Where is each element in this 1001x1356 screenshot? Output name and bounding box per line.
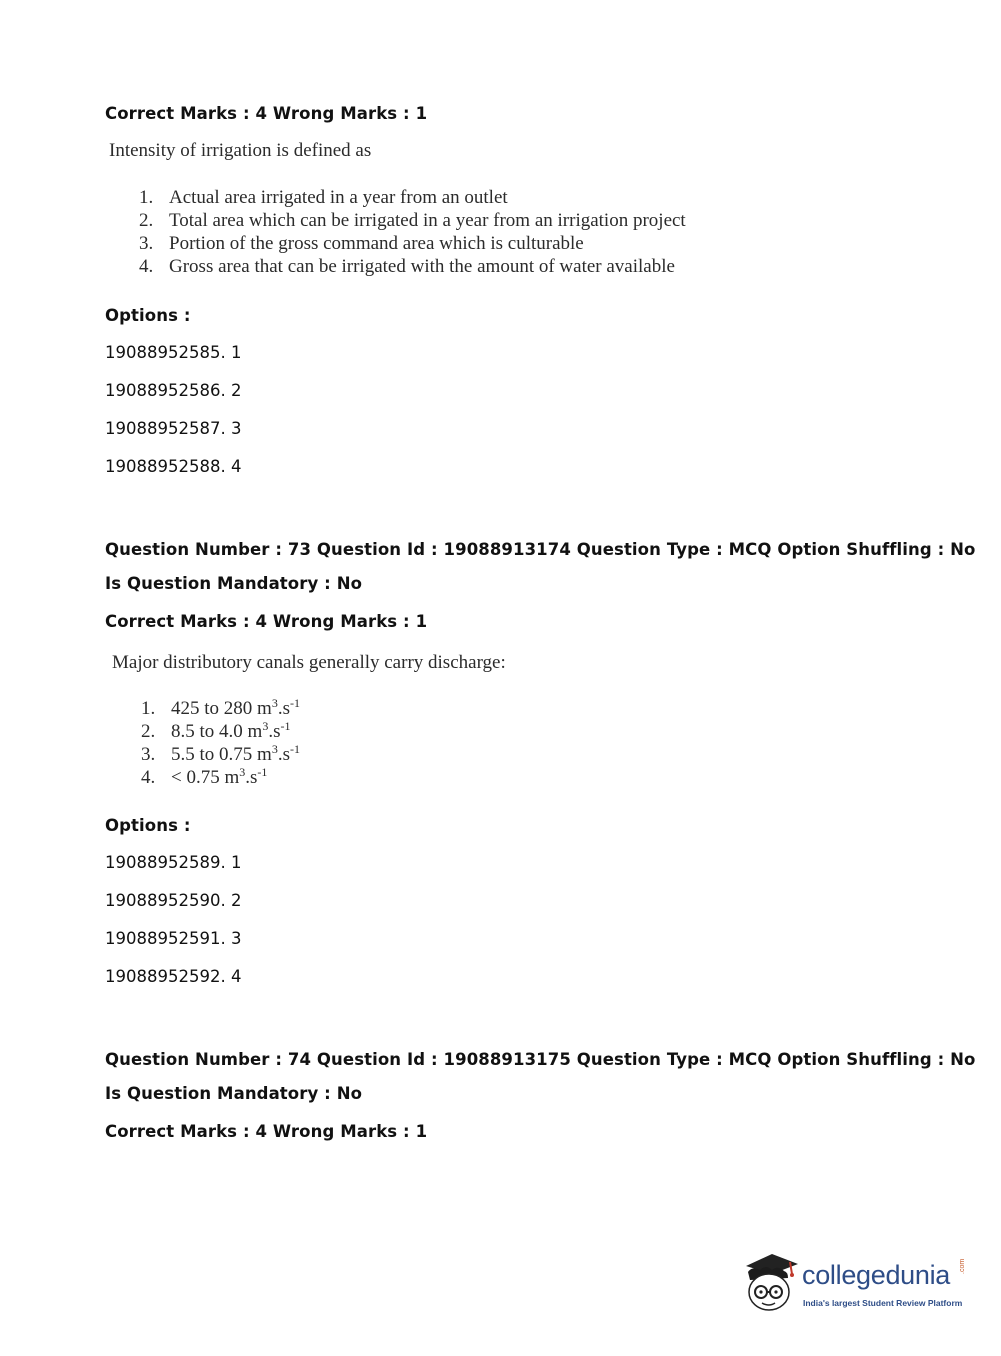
brand-name: collegedunia [802,1260,951,1290]
question-text: Major distributory canals generally carry discharge: [112,652,506,673]
answer-choice-list [141,697,300,789]
option-item: 19088952590. 2 [105,891,242,910]
answer-choice: 2. 8.5 to 4.0 $m^3.s^{-1}$ [141,719,291,742]
marks-line: Correct Marks : 4 Wrong Marks : 1 [105,612,428,631]
collegedunia-logo [742,1250,972,1320]
options-label: Options : [105,816,191,835]
answer-choice: 3. Portion of the gross command area which is culturable [139,233,584,254]
question-header: Question Number : 73 Question Id : 19088913174 Question Type : MCQ Option Shuffling : No [105,540,976,559]
option-item: 19088952585. 1 [105,343,242,362]
marks-line: Correct Marks : 4 Wrong Marks : 1 [105,104,428,123]
question-text: Intensity of irrigation is defined as [109,140,372,161]
option-item: 19088952586. 2 [105,381,242,400]
mandatory-line: Is Question Mandatory : No [105,574,363,593]
answer-choice: 3. 5.5 to 0.75 $m^3.s^{-1}$ [141,742,300,765]
mascot-icon [742,1250,802,1316]
brand-suffix: .com [959,1258,966,1274]
option-item: 19088952588. 4 [105,457,242,476]
options-label: Options : [105,306,191,325]
answer-choice: 2. Total area which can be irrigated in a year from an irrigation project [139,210,686,231]
marks-line: Correct Marks : 4 Wrong Marks : 1 [105,1122,428,1141]
answer-choice: 1. 425 to 280 $m^3.s^{-1}$ [141,696,300,719]
option-item: 19088952592. 4 [105,967,242,986]
question-header: Question Number : 74 Question Id : 19088913175 Question Type : MCQ Option Shuffling : No [105,1050,976,1069]
answer-choice: 1. Actual area irrigated in a year from an outlet [139,187,508,208]
option-item: 19088952591. 3 [105,929,242,948]
brand-tagline: India's largest Student Review Platform [803,1298,963,1308]
mandatory-line: Is Question Mandatory : No [105,1084,363,1103]
answer-choice: 4. < 0.75 $m^3.s^{-1}$ [141,765,268,788]
option-item: 19088952587. 3 [105,419,242,438]
answer-choice-list [139,186,686,278]
answer-choice: 4. Gross area that can be irrigated with the amount of water available [139,256,675,277]
option-item: 19088952589. 1 [105,853,242,872]
